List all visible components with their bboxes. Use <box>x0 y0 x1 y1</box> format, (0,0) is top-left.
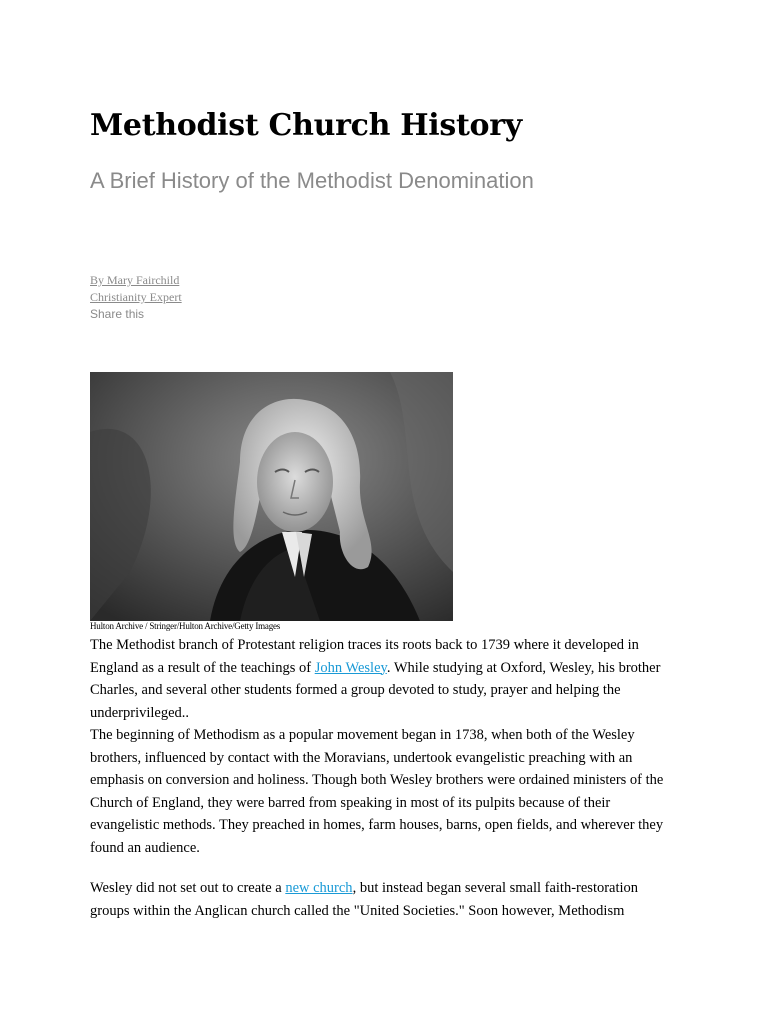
image-caption: Hulton Archive / Stringer/Hulton Archive/Getty Images <box>90 621 281 631</box>
paragraph-2: The beginning of Methodism as a popular movement began in 1738, when both of the Wesley brothers, influenced by contact with the Moravians, undertook evangelistic preaching with an emphasis on conversion and holiness. Though both Wesley brothers were ordained ministers of the Church of England, they were barred from speaking in most of its pulpits because of their evangelistic methods. They preached in homes, farm houses, barns, open fields, and wherever they found an audience. <box>90 727 664 856</box>
paragraph-1 <box>90 634 680 724</box>
share-button[interactable]: Share this <box>90 307 145 321</box>
byline <box>90 272 182 323</box>
new-church-link[interactable]: new church <box>285 880 353 896</box>
paragraph-3 <box>90 877 680 922</box>
portrait-illustration <box>90 372 453 621</box>
john-wesley-link[interactable]: John Wesley <box>314 659 387 676</box>
paragraph-1-text-b: . While studying at Oxford, Wesley, his brother Charles, and several other students formed a group devoted to study, prayer and helping the underprivileged.. <box>90 659 661 721</box>
author-link[interactable]: By Mary Fairchild <box>90 273 180 287</box>
paragraph-3-text-a: Wesley did not set out to create a <box>90 880 286 896</box>
author-role-link[interactable]: Christianity Expert <box>90 290 182 304</box>
paragraph-1-text-a: The Methodist branch of Protestant religion traces its roots back to 1739 where it developed in England as a result of the teachings of <box>90 637 639 676</box>
page-title: Methodist Church History <box>90 108 522 143</box>
paragraph-3-text-b: , but instead began several small faith-restoration groups within the Anglican church called the "United Societies." Soon however, Methodism <box>90 880 639 919</box>
article-body <box>90 634 680 922</box>
page-subtitle: A Brief History of the Methodist Denomination <box>90 168 534 193</box>
portrait-image <box>90 372 453 621</box>
